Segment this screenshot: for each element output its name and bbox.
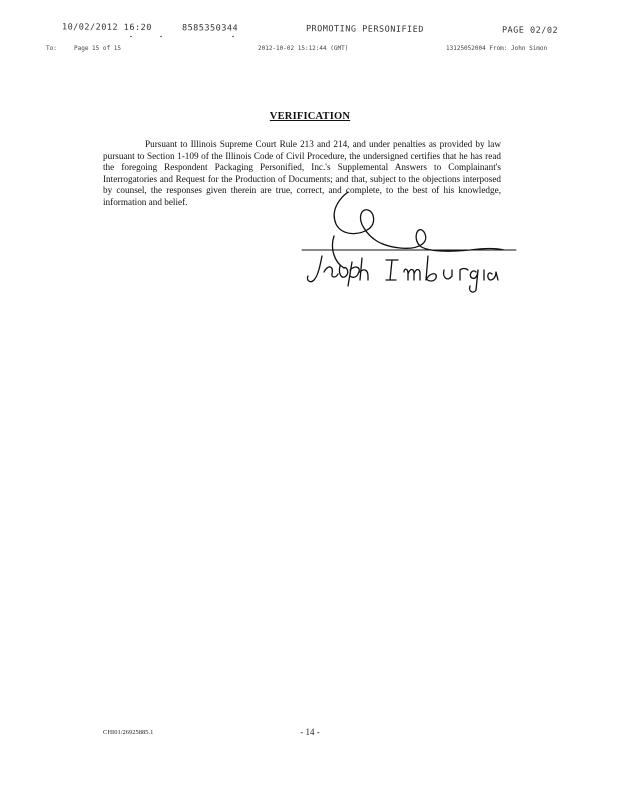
scan-speck xyxy=(130,36,132,37)
scan-speck xyxy=(232,36,234,37)
fax-page-of: Page 15 of 15 xyxy=(74,45,121,52)
scan-speck xyxy=(160,36,162,37)
fax-to-field: To: xyxy=(46,45,57,52)
verification-paragraph: Pursuant to Illinois Supreme Court Rule 213 and 214, and under penalties as provided by law pursuant to Section 1-109 of the Illinois Code of Civil Procedure, the undersigned certifies that he has read the foregoing Respondent Packaging Personified, Inc.'s Supplemental Answers to Complainant's Interrogatories and Request for the Production of Documents; and that, subject to the objections interposed by counsel, the responses given therein are true, correct, and complete, to the best of his knowledge, information and belief. xyxy=(103,139,501,207)
fax-from-info: 13125052004 From: John Simon xyxy=(446,45,548,52)
fax-sent-info: 2012-10-02 15:12:44 (GMT) xyxy=(258,45,349,52)
page-number: - 14 - xyxy=(300,727,320,737)
signature xyxy=(300,188,520,296)
fax-number: 8585350344 xyxy=(181,23,239,34)
fax-company: PROMOTING PERSONIFIED xyxy=(305,24,424,35)
document-id: CHI01/26925885.1 xyxy=(103,729,154,736)
signature-text: Joseph Imburgia xyxy=(410,227,424,229)
document-title: VERIFICATION xyxy=(269,111,351,122)
fax-date-time: 10/02/2012 16:20 xyxy=(61,22,152,34)
fax-page-number: PAGE 02/02 xyxy=(501,25,559,36)
